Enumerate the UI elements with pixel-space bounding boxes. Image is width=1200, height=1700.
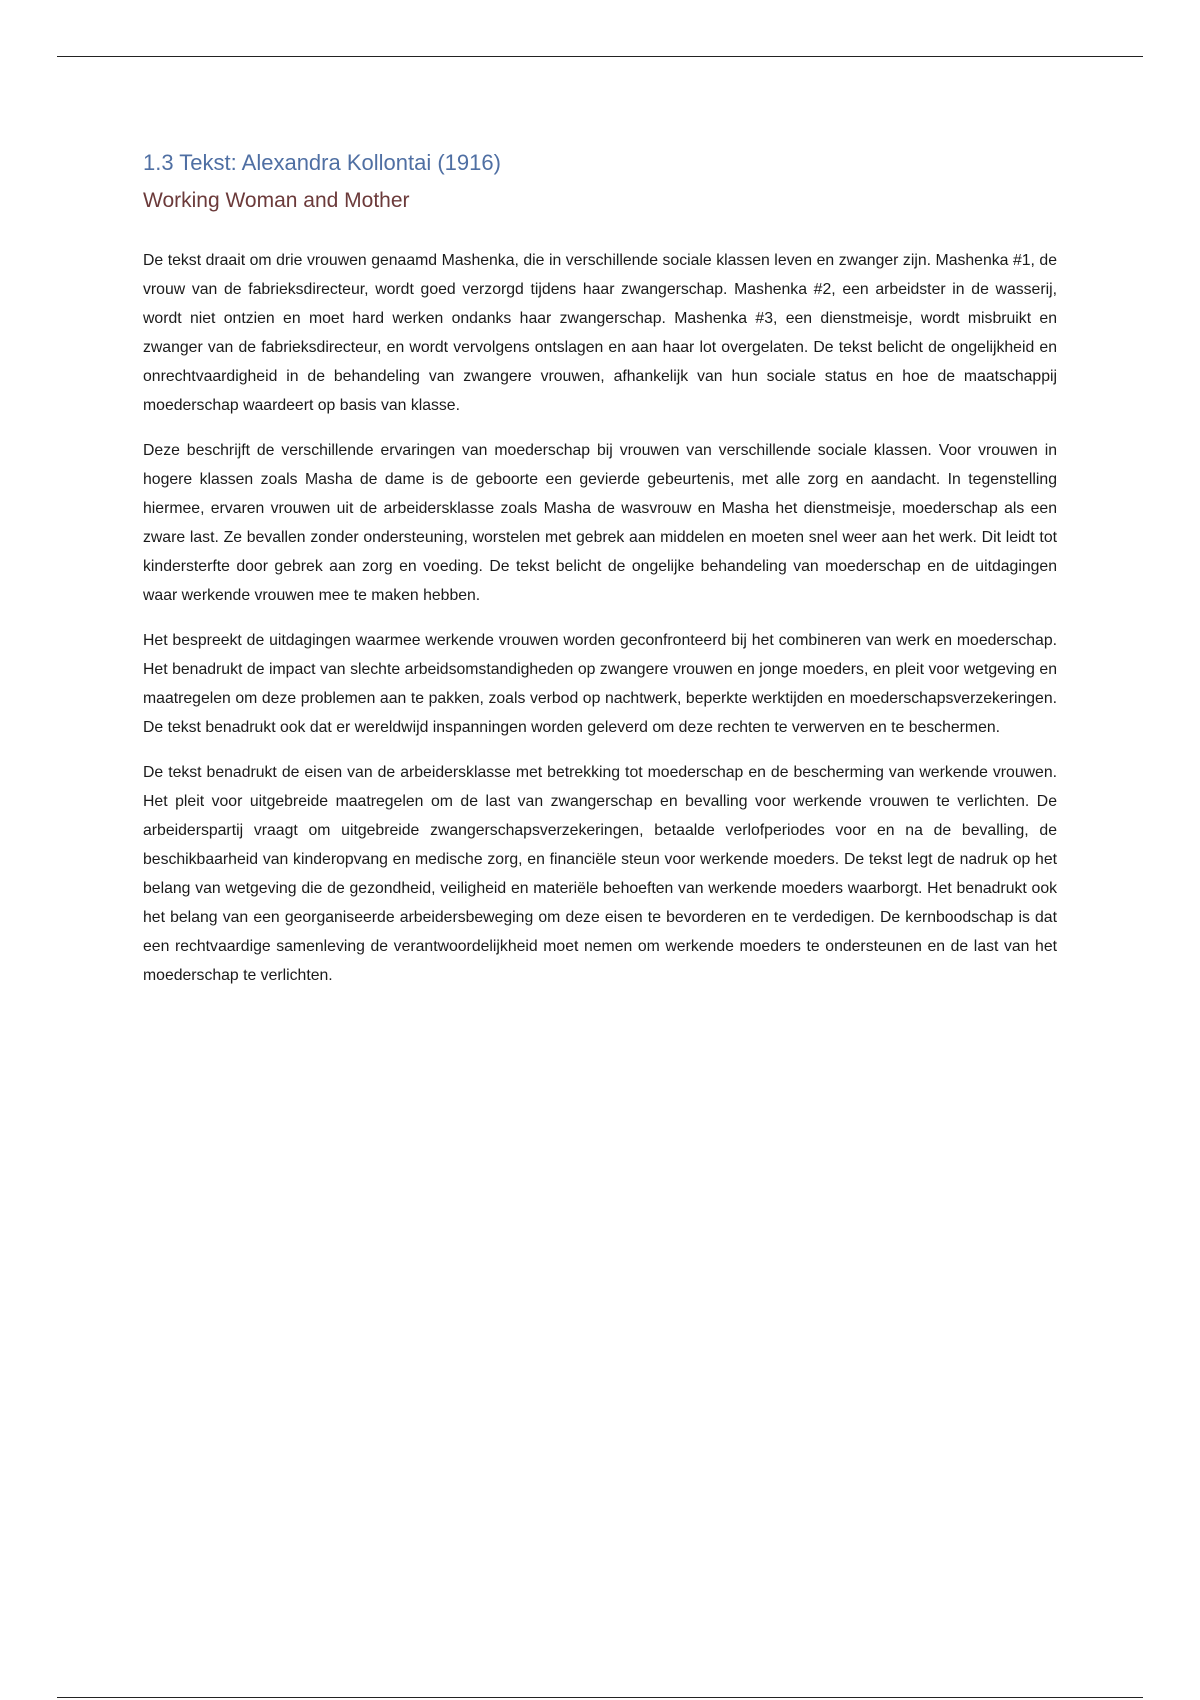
paragraph-3: Het bespreekt de uitdagingen waarmee werkende vrouwen worden geconfronteerd bij het combineren van werk en moederschap. Het benadrukt de impact van slechte arbeidsomstandigheden op zwangere vrouwen en jonge moeders, en pleit voor wetgeving en maatregelen om deze problemen aan te pakken, zoals verbod op nachtwerk, beperkte werktijden en moederschapsverzekeringen. De tekst benadrukt ook dat er wereldwijd inspanningen worden geleverd om deze rechten te verwerven en te beschermen.	[143, 632, 1057, 736]
document-content	[143, 148, 1057, 1006]
paragraph-2: Deze beschrijft de verschillende ervaringen van moederschap bij vrouwen van verschillende sociale klassen. Voor vrouwen in hogere klassen zoals Masha de dame is de geboorte een gevierde gebeurtenis, met alle zorg en aandacht. In tegenstelling hiermee, ervaren vrouwen uit de arbeidersklasse zoals Masha de wasvrouw en Masha het dienstmeisje, moederschap als een zware last. Ze bevallen zonder ondersteuning, worstelen met gebrek aan middelen en moeten snel weer aan het werk. Dit leidt tot kindersterfte door gebrek aan zorg en voeding. De tekst belicht de ongelijke behandeling van moederschap en de uitdagingen waar werkende vrouwen mee te maken hebben.	[143, 442, 1057, 604]
body-text	[143, 246, 1057, 990]
header-rule	[57, 56, 1143, 57]
footer-rule	[57, 1697, 1143, 1698]
section-subheading: Working Woman and Mother	[143, 189, 410, 212]
paragraph-4: De tekst benadrukt de eisen van de arbeidersklasse met betrekking tot moederschap en de bescherming van werkende vrouwen. Het pleit voor uitgebreide maatregelen om de last van zwangerschap en bevalling voor werkende vrouwen te verlichten. De arbeiderspartij vraagt om uitgebreide zwangerschapsverzekeringen, betaalde verlofperiodes voor en na de bevalling, de beschikbaarheid van kinderopvang en medische zorg, en financiële steun voor werkende moeders. De tekst legt de nadruk op het belang van wetgeving die de gezondheid, veiligheid en materiële behoeften van werkende moeders waarborgt. Het benadrukt ook het belang van een georganiseerde arbeidersbeweging om deze eisen te bevorderen en te verdedigen. De kernboodschap is dat een rechtvaardige samenleving de verantwoordelijkheid moet nemen om werkende moeders te ondersteunen en de last van het moederschap te verlichten.	[143, 764, 1057, 984]
paragraph-1: De tekst draait om drie vrouwen genaamd Mashenka, die in verschillende sociale klassen leven en zwanger zijn. Mashenka #1, de vrouw van de fabrieksdirecteur, wordt goed verzorgd tijdens haar zwangerschap. Mashenka #2, een arbeidster in de wasserij, wordt niet ontzien en moet hard werken ondanks haar zwangerschap. Mashenka #3, een dienstmeisje, wordt misbruikt en zwanger van de fabrieksdirecteur, en wordt vervolgens ontslagen en aan haar lot overgelaten. De tekst belicht de ongelijkheid en onrechtvaardigheid in de behandeling van zwangere vrouwen, afhankelijk van hun sociale status en hoe de maatschappij moederschap waardeert op basis van klasse.	[143, 252, 1057, 414]
section-heading: 1.3 Tekst: Alexandra Kollontai (1916)	[143, 150, 501, 175]
